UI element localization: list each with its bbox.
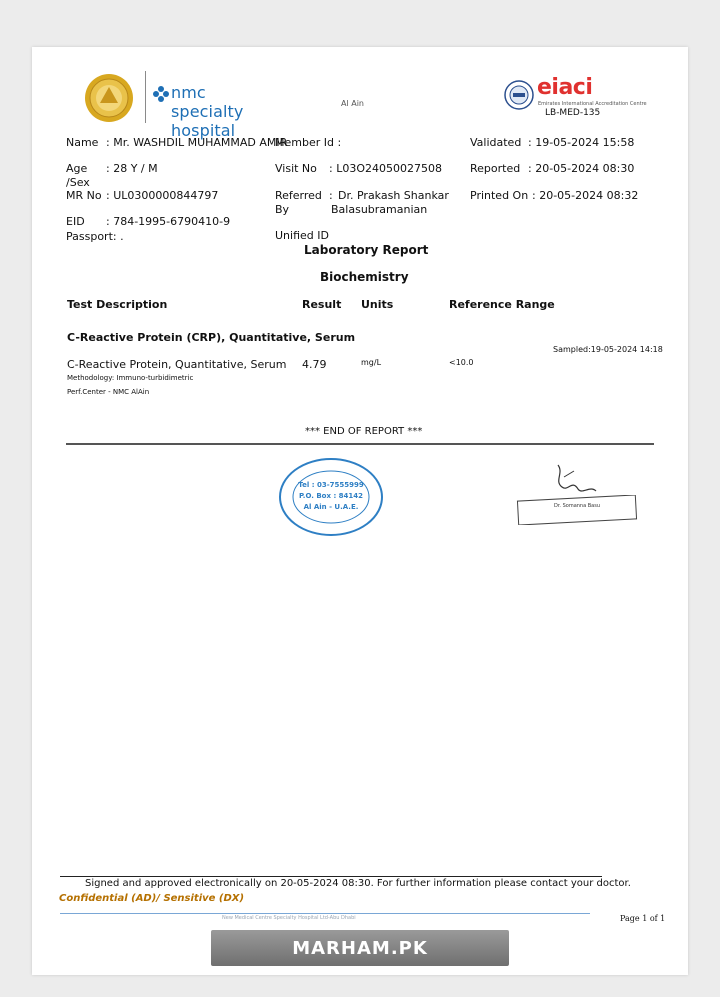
referred-value: Dr. Prakash Shankar [338,189,449,202]
test-group-title: C-Reactive Protein (CRP), Quantitative, Serum [67,331,356,344]
test-units: mg/L [361,358,382,367]
marham-watermark: MARHAM.PK [211,930,509,966]
end-of-report: *** END OF REPORT *** [305,426,423,437]
footer-rule [60,876,602,877]
unified-id-label: Unified ID [275,229,329,242]
eid-label: EID [66,215,85,228]
report-title: Laboratory Report [304,243,429,257]
sex-label: /Sex [66,176,90,189]
col-result: Result [302,298,342,311]
hospital-stamp [278,457,384,537]
name-label: Name [66,136,99,149]
confidential-label: Confidential (AD)/ Sensitive (DX) [59,893,245,904]
accreditation-seal-icon [504,80,534,110]
test-methodology: Methodology: Immuno-turbidimetric [67,374,194,382]
footer-blue-rule [60,913,590,914]
printed-label: Printed On [470,189,529,202]
member-id-label: Member Id : [275,136,342,149]
accreditation-name: Emirates International Accreditation Centre [538,101,647,107]
visit-value: : L03O24050027508 [329,162,442,175]
test-name: C-Reactive Protein, Quantitative, Serum [67,358,287,371]
accreditation-logo: eiaci [537,75,593,100]
col-test-description: Test Description [67,298,168,311]
passport-label: Passport: . [66,230,124,243]
test-result: 4.79 [302,358,327,371]
nmc-flower-icon [152,85,170,103]
mr-label: MR No [66,189,102,202]
referred-label: Referred [275,189,322,202]
footer-company: New Medical Centre Specialty Hospital Ltd-Abu Dhabi [222,915,356,921]
referred-by-label: By [275,203,290,216]
section-title: Biochemistry [320,270,409,284]
reported-value: : 20-05-2024 08:30 [528,162,635,175]
col-reference-range: Reference Range [449,298,555,311]
referred-value-2: Balasubramanian [331,203,428,216]
stamp-city: Al Ain - U.A.E. [303,503,359,511]
hospital-location: Al Ain [341,99,365,108]
name-value: : Mr. WASHDIL MUHAMMAD AMIR [106,136,288,149]
accreditation-code: LB-MED-135 [545,108,601,118]
visit-label: Visit No [275,162,317,175]
doctor-signature-stamp [512,495,642,525]
test-reference: <10.0 [449,358,474,367]
reported-label: Reported [470,162,521,175]
doctor-name: Dr. Somanna Basu [553,503,601,509]
header-divider [145,71,146,123]
eid-value: : 784-1995-6790410-9 [106,215,231,228]
col-units: Units [361,298,394,311]
end-rule [66,443,654,445]
perf-center: Perf.Center - NMC AlAin [67,388,150,396]
jci-gold-seal-icon [84,73,134,123]
report-page [32,47,688,975]
validated-label: Validated [470,136,522,149]
page-number: Page 1 of 1 [620,914,666,923]
referred-colon: : [329,189,333,202]
sampled-time: Sampled:19-05-2024 14:18 [553,345,663,354]
signed-approved-text: Signed and approved electronically on 20-05-2024 08:30. For further information please contact your doctor. [85,878,631,889]
hospital-name: nmc specialty hospital [171,83,244,140]
printed-value: : 20-05-2024 08:32 [532,189,639,202]
stamp-po: P.O. Box : 84142 [298,492,364,500]
stamp-tel: Tel : 03-7555999 [298,481,364,489]
mr-value: : UL0300000844797 [106,189,219,202]
age-value: : 28 Y / M [106,162,158,175]
age-label: Age [66,162,88,175]
validated-value: : 19-05-2024 15:58 [528,136,635,149]
